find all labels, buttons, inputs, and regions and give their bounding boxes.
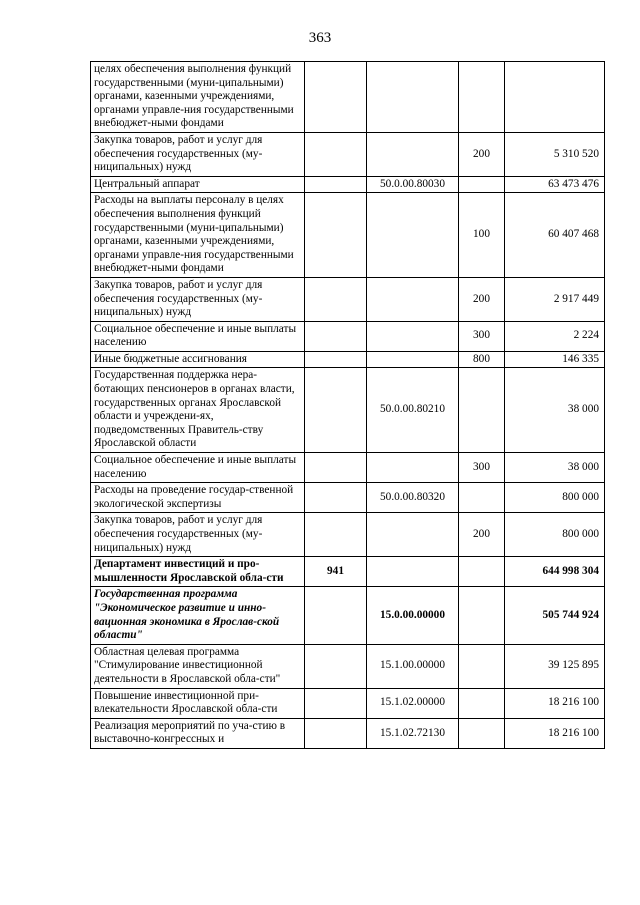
expense-type-cell xyxy=(459,62,505,133)
expense-name-cell: Закупка товаров, работ и услуг для обеспечения государственных (му-ниципальных) нужд xyxy=(91,513,305,557)
admin-code-cell xyxy=(305,277,367,321)
amount-cell xyxy=(505,62,605,133)
admin-code-cell xyxy=(305,321,367,351)
expense-type-cell: 200 xyxy=(459,132,505,176)
expense-name-cell: Закупка товаров, работ и услуг для обеспечения государственных (му-ниципальных) нужд xyxy=(91,277,305,321)
expense-type-cell xyxy=(459,644,505,688)
expense-name-cell: Расходы на выплаты персоналу в целях обеспечения выполнения функций государственными (муни-ципальными) органами, казенными учреждениями, органами управле-ния государственными внебюджет-ными фондами xyxy=(91,193,305,278)
table-row xyxy=(91,132,605,176)
table-row xyxy=(91,513,605,557)
table-row xyxy=(91,62,605,133)
amount-cell: 800 000 xyxy=(505,513,605,557)
amount-cell: 5 310 520 xyxy=(505,132,605,176)
table-row xyxy=(91,483,605,513)
expense-type-cell: 100 xyxy=(459,193,505,278)
table-row xyxy=(91,644,605,688)
target-article-cell: 15.1.02.72130 xyxy=(367,718,459,748)
admin-code-cell xyxy=(305,193,367,278)
target-article-cell xyxy=(367,321,459,351)
expense-name-cell: Государственная поддержка нера-ботающих пенсионеров в органах власти, государственных органах Ярославской области и учреждени-ях, подведомственных Правитель-ству Ярославской области xyxy=(91,368,305,453)
expense-type-cell xyxy=(459,718,505,748)
page-number: 363 xyxy=(308,30,332,46)
expense-name-cell: Реализация мероприятий по уча-стию в выставочно-конгрессных и xyxy=(91,718,305,748)
target-article-cell xyxy=(367,453,459,483)
admin-code-cell xyxy=(305,587,367,644)
expense-name-cell: целях обеспечения выполнения функций государственными (муни-ципальными) органами, казенными учреждениями, органами управле-ния государственными внебюджет-ными фондами xyxy=(91,62,305,133)
amount-cell: 2 917 449 xyxy=(505,277,605,321)
admin-code-cell xyxy=(305,132,367,176)
admin-code-cell xyxy=(305,453,367,483)
admin-code-cell xyxy=(305,62,367,133)
expense-type-cell xyxy=(459,483,505,513)
target-article-cell xyxy=(367,557,459,587)
table-row xyxy=(91,321,605,351)
table-row xyxy=(91,351,605,368)
expense-name-cell: Центральный аппарат xyxy=(91,176,305,193)
target-article-cell xyxy=(367,513,459,557)
expense-type-cell xyxy=(459,368,505,453)
amount-cell: 38 000 xyxy=(505,453,605,483)
table-row xyxy=(91,193,605,278)
amount-cell: 18 216 100 xyxy=(505,688,605,718)
admin-code-cell: 941 xyxy=(305,557,367,587)
budget-table xyxy=(90,61,605,749)
expense-name-cell: Расходы на проведение государ-ственной экологической экспертизы xyxy=(91,483,305,513)
expense-type-cell: 200 xyxy=(459,513,505,557)
target-article-cell: 50.0.00.80030 xyxy=(367,176,459,193)
admin-code-cell xyxy=(305,644,367,688)
amount-cell: 2 224 xyxy=(505,321,605,351)
target-article-cell xyxy=(367,277,459,321)
table-row xyxy=(91,368,605,453)
expense-type-cell: 200 xyxy=(459,277,505,321)
expense-name-cell: Повышение инвестиционной при-влекательности Ярославской обла-сти xyxy=(91,688,305,718)
expense-name-cell: Областная целевая программа "Стимулирование инвестиционной деятельности в Ярославской обла-сти" xyxy=(91,644,305,688)
admin-code-cell xyxy=(305,718,367,748)
amount-cell: 60 407 468 xyxy=(505,193,605,278)
amount-cell: 63 473 476 xyxy=(505,176,605,193)
amount-cell: 39 125 895 xyxy=(505,644,605,688)
amount-cell: 644 998 304 xyxy=(505,557,605,587)
expense-type-cell xyxy=(459,587,505,644)
expense-name-cell: Государственная программа "Экономическое развитие и инно-вационная экономика в Ярослав-ской области" xyxy=(91,587,305,644)
target-article-cell xyxy=(367,132,459,176)
target-article-cell xyxy=(367,351,459,368)
expense-type-cell: 300 xyxy=(459,453,505,483)
amount-cell: 800 000 xyxy=(505,483,605,513)
expense-name-cell: Социальное обеспечение и иные выплаты населению xyxy=(91,453,305,483)
expense-type-cell xyxy=(459,688,505,718)
expense-name-cell: Департамент инвестиций и про-мышленности Ярославской обла-сти xyxy=(91,557,305,587)
table-row xyxy=(91,688,605,718)
target-article-cell: 50.0.00.80210 xyxy=(367,368,459,453)
table-row xyxy=(91,176,605,193)
expense-type-cell: 800 xyxy=(459,351,505,368)
admin-code-cell xyxy=(305,176,367,193)
target-article-cell xyxy=(367,193,459,278)
admin-code-cell xyxy=(305,483,367,513)
expense-type-cell: 300 xyxy=(459,321,505,351)
amount-cell: 38 000 xyxy=(505,368,605,453)
target-article-cell: 50.0.00.80320 xyxy=(367,483,459,513)
amount-cell: 18 216 100 xyxy=(505,718,605,748)
expense-type-cell xyxy=(459,176,505,193)
amount-cell: 505 744 924 xyxy=(505,587,605,644)
target-article-cell xyxy=(367,62,459,133)
table-row xyxy=(91,453,605,483)
admin-code-cell xyxy=(305,513,367,557)
target-article-cell: 15.1.02.00000 xyxy=(367,688,459,718)
table-row xyxy=(91,587,605,644)
expense-type-cell xyxy=(459,557,505,587)
target-article-cell: 15.1.00.00000 xyxy=(367,644,459,688)
admin-code-cell xyxy=(305,688,367,718)
target-article-cell: 15.0.00.00000 xyxy=(367,587,459,644)
admin-code-cell xyxy=(305,368,367,453)
expense-name-cell: Социальное обеспечение и иные выплаты населению xyxy=(91,321,305,351)
expense-name-cell: Иные бюджетные ассигнования xyxy=(91,351,305,368)
table-row xyxy=(91,277,605,321)
expense-name-cell: Закупка товаров, работ и услуг для обеспечения государственных (му-ниципальных) нужд xyxy=(91,132,305,176)
table-row xyxy=(91,718,605,748)
amount-cell: 146 335 xyxy=(505,351,605,368)
table-row xyxy=(91,557,605,587)
admin-code-cell xyxy=(305,351,367,368)
